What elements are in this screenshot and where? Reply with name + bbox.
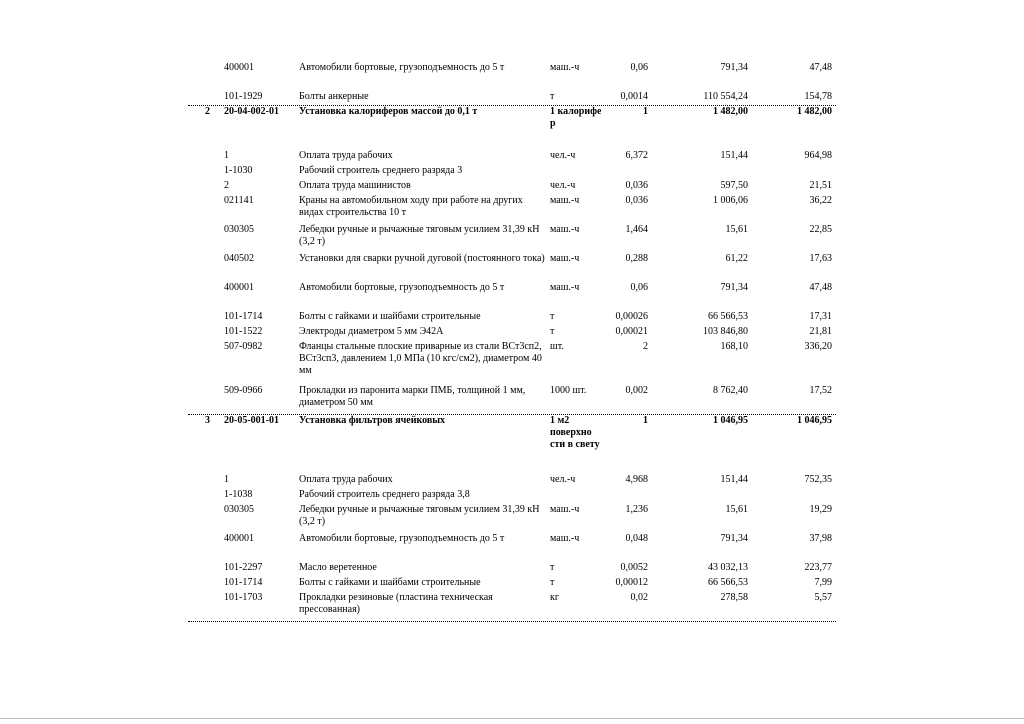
unit-price-cell: 151,44 <box>720 150 748 161</box>
table-row <box>188 385 836 415</box>
total-cost-cell: 752,35 <box>804 474 832 485</box>
unit-of-measure-cell: кг <box>550 592 559 603</box>
resource-code-cell: 20-05-001-01 <box>224 415 279 426</box>
unit-of-measure-cell: маш.-ч <box>550 253 580 264</box>
table-row <box>188 165 836 180</box>
quantity-cell: 0,02 <box>630 592 648 603</box>
resource-code-cell: 101-1522 <box>224 326 263 337</box>
unit-of-measure-cell: т <box>550 326 555 337</box>
resource-code-cell: 101-1714 <box>224 577 263 588</box>
total-cost-cell: 17,31 <box>809 311 832 322</box>
unit-price-cell: 791,34 <box>720 282 748 293</box>
unit-price-cell: 278,58 <box>720 592 748 603</box>
table-row <box>188 326 836 341</box>
resource-code-cell: 1-1030 <box>224 165 253 176</box>
resource-name-cell: Автомобили бортовые, грузоподъемность до 5 т <box>299 533 505 544</box>
resource-code-cell: 400001 <box>224 282 254 293</box>
unit-price-cell: 597,50 <box>720 180 748 191</box>
table-row <box>188 474 836 489</box>
estimate-item-row <box>188 106 836 150</box>
quantity-cell: 0,0052 <box>620 562 648 573</box>
item-number-cell: 3 <box>205 415 210 426</box>
resource-code-cell: 1 <box>224 474 229 485</box>
unit-of-measure-cell: чел.-ч <box>550 150 576 161</box>
item-number-cell: 2 <box>205 106 210 117</box>
total-cost-cell: 336,20 <box>804 341 832 352</box>
quantity-cell: 2 <box>643 341 648 352</box>
unit-price-cell: 15,61 <box>725 504 748 515</box>
table-row <box>188 195 836 224</box>
table-row <box>188 282 836 311</box>
total-cost-cell: 1 482,00 <box>797 106 832 117</box>
unit-of-measure-cell: т <box>550 577 555 588</box>
unit-of-measure-cell: маш.-ч <box>550 224 580 235</box>
unit-price-cell: 151,44 <box>720 474 748 485</box>
resource-code-cell: 030305 <box>224 504 254 515</box>
unit-of-measure-cell: шт. <box>550 341 564 352</box>
quantity-cell: 0,06 <box>630 62 648 73</box>
quantity-cell: 0,00026 <box>615 311 648 322</box>
unit-price-cell: 8 762,40 <box>713 385 748 396</box>
total-cost-cell: 36,22 <box>809 195 832 206</box>
table-row <box>188 341 836 385</box>
page-bottom-divider <box>0 718 1024 719</box>
total-cost-cell: 37,98 <box>809 533 832 544</box>
quantity-cell: 1,236 <box>625 504 648 515</box>
resource-code-cell: 400001 <box>224 62 254 73</box>
quantity-cell: 0,048 <box>625 533 648 544</box>
table-row <box>188 577 836 592</box>
unit-price-cell: 110 554,24 <box>703 91 748 102</box>
total-cost-cell: 17,63 <box>809 253 832 264</box>
unit-of-measure-cell: т <box>550 91 555 102</box>
quantity-cell: 6,372 <box>625 150 648 161</box>
total-cost-cell: 21,81 <box>809 326 832 337</box>
quantity-cell: 0,00021 <box>615 326 648 337</box>
total-cost-cell: 17,52 <box>809 385 832 396</box>
resource-code-cell: 1-1038 <box>224 489 253 500</box>
quantity-cell: 0,002 <box>625 385 648 396</box>
resource-name-cell: Болты с гайками и шайбами строительные <box>299 311 481 322</box>
resource-code-cell: 509-0966 <box>224 385 263 396</box>
table-row <box>188 91 836 106</box>
resource-name-cell: Оплата труда рабочих <box>299 474 393 485</box>
resource-code-cell: 030305 <box>224 224 254 235</box>
quantity-cell: 0,036 <box>625 180 648 191</box>
unit-of-measure-cell: маш.-ч <box>550 195 580 206</box>
table-row <box>188 253 836 282</box>
estimate-item-row <box>188 415 836 474</box>
unit-of-measure-cell: маш.-ч <box>550 62 580 73</box>
resource-code-cell: 20-04-002-01 <box>224 106 279 117</box>
resource-code-cell: 507-0982 <box>224 341 263 352</box>
resource-name-cell: Автомобили бортовые, грузоподъемность до 5 т <box>299 282 505 293</box>
unit-price-cell: 791,34 <box>720 62 748 73</box>
table-row <box>188 504 836 533</box>
resource-name-cell: Автомобили бортовые, грузоподъемность до 5 т <box>299 62 505 73</box>
resource-code-cell: 040502 <box>224 253 254 264</box>
resource-name-cell: Лебедки ручные и рычажные тяговым усилием 31,39 кН (3,2 т) <box>299 504 540 527</box>
table-row <box>188 489 836 504</box>
unit-price-cell: 1 046,95 <box>713 415 748 426</box>
total-cost-cell: 19,29 <box>809 504 832 515</box>
quantity-cell: 0,036 <box>625 195 648 206</box>
unit-price-cell: 15,61 <box>725 224 748 235</box>
quantity-cell: 0,06 <box>630 282 648 293</box>
unit-price-cell: 61,22 <box>725 253 748 264</box>
total-cost-cell: 7,99 <box>814 577 832 588</box>
table-row <box>188 224 836 253</box>
resource-code-cell: 101-1929 <box>224 91 263 102</box>
quantity-cell: 0,0014 <box>620 91 648 102</box>
unit-price-cell: 168,10 <box>720 341 748 352</box>
unit-of-measure-cell: маш.-ч <box>550 282 580 293</box>
unit-of-measure-cell: 1 м2 поверхно сти в свету <box>550 415 600 450</box>
total-cost-cell: 47,48 <box>809 282 832 293</box>
resource-code-cell: 101-1714 <box>224 311 263 322</box>
resource-code-cell: 400001 <box>224 533 254 544</box>
total-cost-cell: 223,77 <box>804 562 832 573</box>
resource-name-cell: Рабочий строитель среднего разряда 3 <box>299 165 463 176</box>
resource-name-cell: Лебедки ручные и рычажные тяговым усилием 31,39 кН (3,2 т) <box>299 224 540 247</box>
unit-price-cell: 1 482,00 <box>713 106 748 117</box>
resource-name-cell: Электроды диаметром 5 мм Э42А <box>299 326 444 337</box>
quantity-cell: 1,464 <box>625 224 648 235</box>
total-cost-cell: 22,85 <box>809 224 832 235</box>
table-row <box>188 562 836 577</box>
unit-price-cell: 1 006,06 <box>713 195 748 206</box>
resource-name-cell: Прокладки из паронита марки ПМБ, толщиной 1 мм, диаметром 50 мм <box>299 385 526 408</box>
unit-of-measure-cell: т <box>550 311 555 322</box>
resource-name-cell: Масло веретенное <box>299 562 377 573</box>
total-cost-cell: 154,78 <box>804 91 832 102</box>
table-row <box>188 311 836 326</box>
unit-price-cell: 66 566,53 <box>708 577 748 588</box>
unit-of-measure-cell: маш.-ч <box>550 504 580 515</box>
resource-name-cell: Прокладки резиновые (пластина техническая прессованная) <box>299 592 493 615</box>
resource-name-cell: Болты анкерные <box>299 91 369 102</box>
resource-name-cell: Установка калориферов массой до 0,1 т <box>299 106 478 117</box>
quantity-cell: 0,288 <box>625 253 648 264</box>
resource-code-cell: 2 <box>224 180 229 191</box>
resource-code-cell: 021141 <box>224 195 254 206</box>
resource-name-cell: Фланцы стальные плоские приварные из стали ВСт3сп2, ВСт3сп3, давлением 1,0 МПа (10 кгс/см2), диаметром 40 мм <box>299 341 542 376</box>
unit-of-measure-cell: чел.-ч <box>550 180 576 191</box>
resource-name-cell: Краны на автомобильном ходу при работе на других видах строительства 10 т <box>299 195 523 218</box>
total-cost-cell: 5,57 <box>814 592 832 603</box>
quantity-cell: 4,968 <box>625 474 648 485</box>
resource-name-cell: Установки для сварки ручной дуговой (постоянного тока) <box>299 253 545 264</box>
resource-name-cell: Установка фильтров ячейковых <box>299 415 446 426</box>
table-row <box>188 533 836 562</box>
quantity-cell: 0,00012 <box>615 577 648 588</box>
resource-name-cell: Болты с гайками и шайбами строительные <box>299 577 481 588</box>
unit-price-cell: 791,34 <box>720 533 748 544</box>
table-row <box>188 150 836 165</box>
resource-name-cell: Рабочий строитель среднего разряда 3,8 <box>299 489 470 500</box>
table-row <box>188 180 836 195</box>
quantity-cell: 1 <box>643 106 648 117</box>
resource-code-cell: 1 <box>224 150 229 161</box>
estimate-table <box>188 62 836 622</box>
total-cost-cell: 1 046,95 <box>797 415 832 426</box>
total-cost-cell: 47,48 <box>809 62 832 73</box>
quantity-cell: 1 <box>643 415 648 426</box>
unit-price-cell: 103 846,80 <box>703 326 748 337</box>
unit-of-measure-cell: 1 калорифе р <box>550 106 602 129</box>
unit-price-cell: 43 032,13 <box>708 562 748 573</box>
resource-code-cell: 101-1703 <box>224 592 263 603</box>
resource-code-cell: 101-2297 <box>224 562 263 573</box>
unit-of-measure-cell: чел.-ч <box>550 474 576 485</box>
resource-name-cell: Оплата труда рабочих <box>299 150 393 161</box>
table-row <box>188 592 836 622</box>
total-cost-cell: 21,51 <box>809 180 832 191</box>
unit-of-measure-cell: маш.-ч <box>550 533 580 544</box>
table-row <box>188 62 836 91</box>
unit-price-cell: 66 566,53 <box>708 311 748 322</box>
unit-of-measure-cell: т <box>550 562 555 573</box>
resource-name-cell: Оплата труда машинистов <box>299 180 411 191</box>
total-cost-cell: 964,98 <box>804 150 832 161</box>
unit-of-measure-cell: 1000 шт. <box>550 385 587 396</box>
